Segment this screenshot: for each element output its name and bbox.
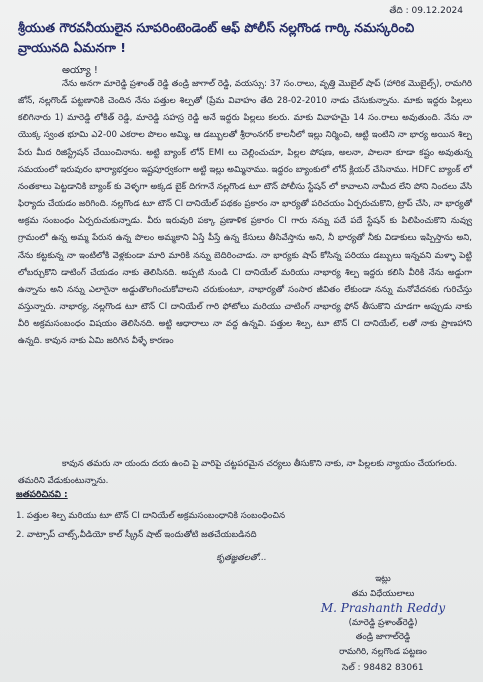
closing-request: కావున తమరు నా యందు దయ ఉంచి పై వారిపై చట్టపరమైన చర్యలు తీసుకొని నాకు, నా పిల్లలకు న్యాయం చేయగలరు. తమరిని వేడుకుంటున్నాను. bbox=[18, 459, 458, 486]
phone-number: 98482 83061 bbox=[363, 663, 424, 673]
letter-body bbox=[18, 76, 472, 351]
faithfully-line: తమ విధేయులాలు bbox=[351, 588, 415, 599]
attachments-list bbox=[16, 507, 466, 545]
phone-line bbox=[342, 663, 424, 675]
yours-line: ఇట్లు bbox=[375, 574, 391, 584]
salutation: అయ్యా ! bbox=[62, 65, 98, 76]
attachment-item: 2. వాట్సాప్ చాట్స్,వీడియో కాల్ స్క్రీన్ షాట్ ఇందుతోటి జతచేయబడినది bbox=[16, 530, 257, 540]
attachments-title: జతపరిచినవి : bbox=[16, 490, 68, 500]
sender-address: రామగిరి, నల్లగొండ పట్టణం bbox=[339, 646, 427, 657]
letter-subject: శ్రీయుత గౌరవనీయులైన సూపరింటెండెంట్ ఆఫ్ పోలీస్ నల్లగొండ గార్కి నమస్కరించి వ్రాయునది ఏమనగా ! bbox=[18, 20, 415, 55]
body-paragraph: నేను అనగా మారెడ్డి ప్రశాంత్ రెడ్డి తండ్రి జాగాల్ రెడ్డి, వయస్సు: 37 సం.రాలు, వృత్తి మొబైల్ షాప్ (హారిక మొబైల్స్), రామగిరి జోన్, నల్లగొండ్ పట్టణానికి చెందిన నేను పత్తుల శిల్పతో (ప్రేమ వివాహం తేది 28-02-2010 నాడు చేసుకున్నాను. మాకు ఇద్దరు పిల్లలు కలిగినారు 1) మారెడ్డి లోకిత్ రెడ్డి, మారెడ్డి సహస్ర రెడ్డి అనే ఇద్దరు పిల్లలు కలరు. మాకు వివాహమై 14 సం.రాలు అవుతుంది. నేను నా యొక్క స్వంత భూమి ఎ2-00 ఎకరాల పొలం అమ్మి, ఆ డబ్బులతో శ్రీరాంనగర్ కాలనీలో ఇల్లు నిర్మించి, ఆట్టి ఇంటిని నా భార్య అయిన శిల్ప పేరు మీద రిజిస్ట్రేషన్ చేయించినాను. అట్టి బ్యాంక్ లోన్ EMI లు చెల్లించుచూ, పిల్లల పోషణ, అలనా, పాలనా కూడా కష్టం అవుతున్న సమయంలో ఇరువురం భార్యాభర్తలం ఇష్టపూర్వకంగా అట్టి ఇల్లు అమ్మినాము. ఇద్దరం బ్యాంకులో లోన్ క్లియర్ చేసినాము. HDFC బ్యాంక్ లో నంతకాలు పెట్టడానికి బ్యాంక్ కు వెళ్ళగా అక్కడ బైక్ దిగగానే నల్లగొండ టూ టౌన్ పోలీసు స్టేషన్ లో కావాలని నామీద లేని పోని నిందలు వేసి ఫిర్యాదు చేయడం జరిగింది. నల్లగొండ టూ టౌన్ CI దానియేల్ పథకం ప్రకారం నా భార్యతో పరిచయం ఏర్పరుచుకొని, ట్రాప్ చేసి, నా భార్యతో అక్రమ సంబంధం ఏర్పరుచుకున్నాడు. వీరు ఇరువురి పక్కా ప్రణాళిక ప్రకారం CI గారు నన్ను పదే పదే స్టేషన్ కు పిలిపించుకొని నువ్వు గ్రామంలో ఉన్న అమ్మ పేరున ఉన్న పొలం అమ్మకాని ఏస్తే పీస్తే ఉన్న కేసులు తీసివేస్తాను అని, నీ భార్యతో నీకు విడాకులు ఇప్పిస్తాను అని, నేను కట్టకున్న నా ఇంటిలోకి వెళ్లకుండా మారి మారికి నన్ను బెదిరించాడు. నా భార్యకు షాప్ కోసిన్న పరియు డబ్బులు ఇన్నవని మళ్ళా పెట్టి లోబర్చుకొని డాటింగ్ చేయడం నాకు తెలిసినది. అప్పటి నుండి CI దానియేల్ మరియు నాభార్య శిల్ప ఇద్దరు కలిసి వీరికి నేను అడ్డుగా ఉన్నాను అని నన్ను ఎలాగైనా అడ్డుతొలగించుకోవాలని చరుకుంటూ, నాభార్యతో సంసార జీవితం లేకుండా నన్ను మనోవేదనకు గురిచేస్తు వస్తున్నారు. నాభార్య, నల్లగొండ టూ టౌన్ CI దానియేల్ గారి ఫోటోలు మరియు చాటింగ్ నాభార్య ఫోన్ తీసుకొని చూడగా అప్పుడు నాకు వీరి అక్రమసంబంధం విషయం తెలిసినది. అట్టి ఆధారాలు నా వద్ద ఉన్నవి. పత్తుల శిల్ప, టూ టౌన్ CI దానియేల్, లతో నాకు ప్రాణహాని ఉన్నది. కావున నాకు ఏమి జరిగిన వీళ్ళే కారణం bbox=[18, 79, 472, 347]
signature-block bbox=[288, 572, 478, 659]
handwritten-signature: M. Prashanth Reddy bbox=[320, 601, 446, 615]
thanks-line: కృతజ్ఞతలతో... bbox=[216, 553, 267, 563]
attachment-item: 1. పత్తుల శిల్ప మరియు టూ టౌన్ CI దానియేల్ అక్రమసంబంధానికి సంబంధించిన bbox=[16, 511, 285, 521]
sender-name: (మారెడ్డి ప్రశాంత్‌రెడ్డి) bbox=[348, 617, 418, 628]
phone-label: సెల్ : bbox=[342, 663, 361, 673]
letter-date: తేది : 09.12.2024 bbox=[389, 6, 463, 16]
sender-father: తండ్రి జాగాల్‌రెడ్డి bbox=[355, 632, 411, 642]
